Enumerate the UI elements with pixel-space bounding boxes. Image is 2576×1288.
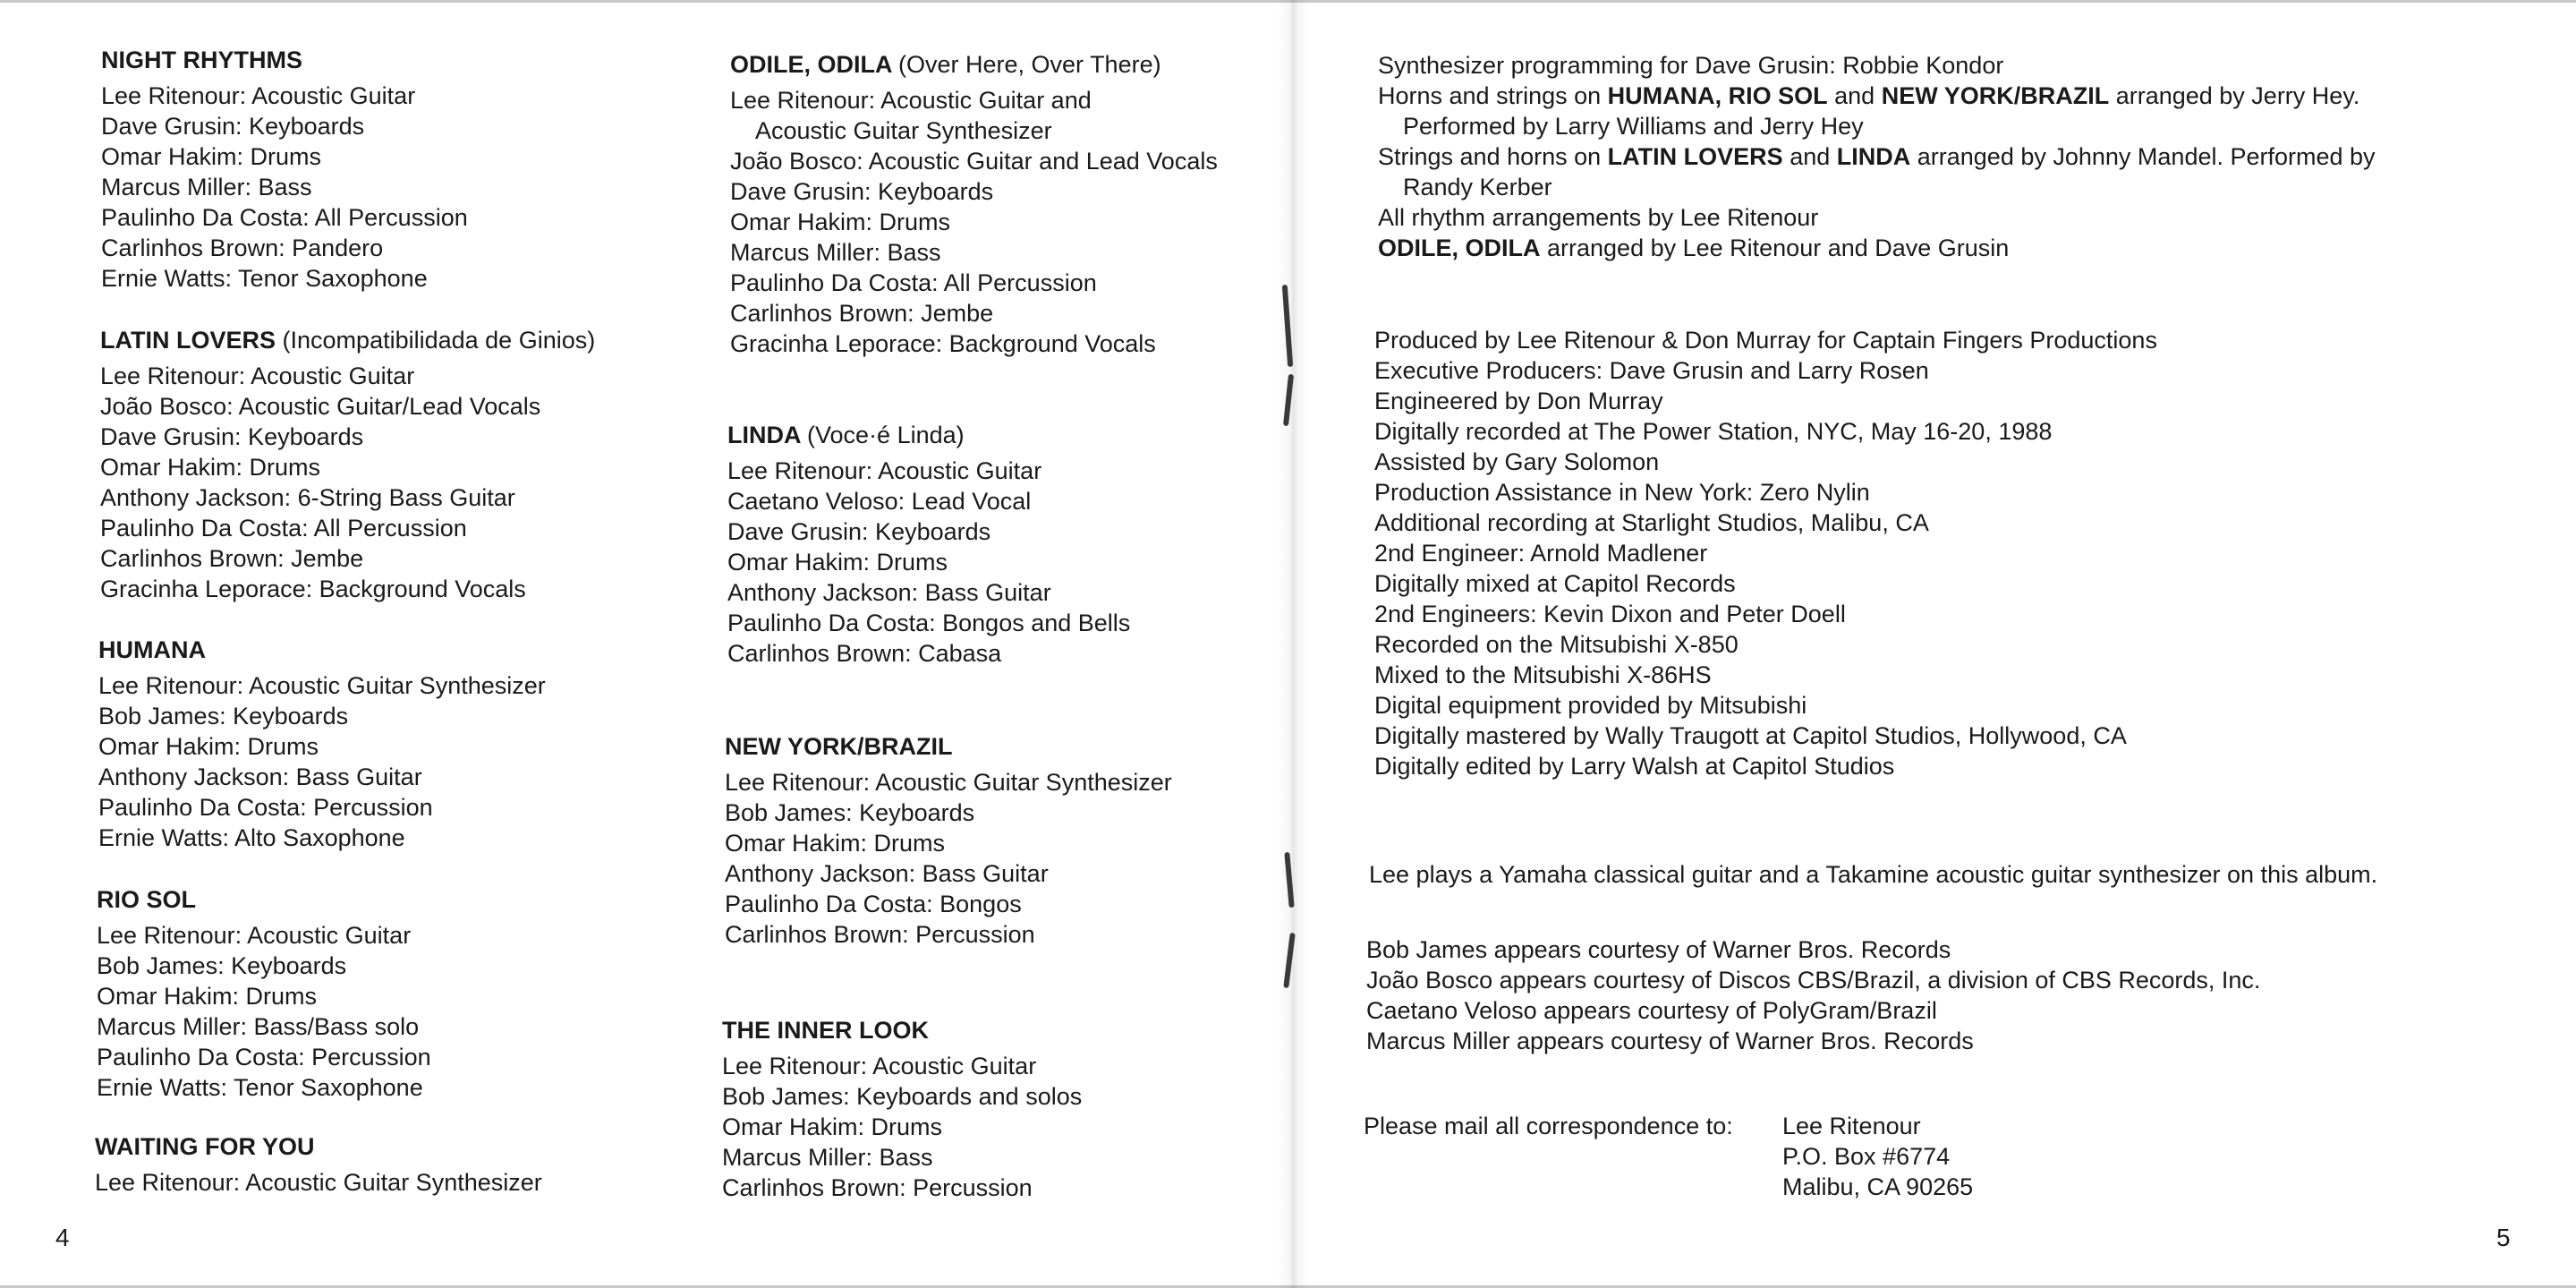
credit-line: 2nd Engineer: Arnold Madlener xyxy=(1374,540,1708,567)
credit-line: Lee Ritenour: Acoustic Guitar Synthesizer xyxy=(725,769,1172,796)
credit-line: Ernie Watts: Alto Saxophone xyxy=(98,824,405,851)
credit-line: Digital equipment provided by Mitsubishi xyxy=(1374,692,1807,719)
song-title: THE INNER LOOK xyxy=(722,1017,930,1044)
credit-line: Digitally mastered by Wally Traugott at Capitol Studios, Hollywood, CA xyxy=(1374,722,2127,749)
arrangement-credits xyxy=(1378,50,2376,263)
credit-line: Synthesizer programming for Dave Grusin: Robbie Kondor xyxy=(1378,52,2004,79)
credit-line: Paulinho Da Costa: Bongos xyxy=(725,891,1022,917)
credit-line: Produced by Lee Ritenour & Don Murray for Captain Fingers Productions xyxy=(1374,327,2157,354)
credit-line: Carlinhos Brown: Jembe xyxy=(100,545,364,572)
credit-line: Anthony Jackson: Bass Guitar xyxy=(727,579,1051,606)
credit-line: Carlinhos Brown: Pandero xyxy=(101,235,384,261)
song-title: HUMANA xyxy=(98,636,206,663)
song-credit-waiting-for-you xyxy=(95,1131,542,1198)
song-credit-latin-lovers xyxy=(100,325,595,604)
credit-line: Caetano Veloso: Lead Vocal xyxy=(727,488,1032,515)
credit-line: Omar Hakim: Drums xyxy=(730,209,951,235)
credit-line: Performed by Larry Williams and Jerry Hey xyxy=(1403,113,1864,140)
credit-line: Marcus Miller: Bass xyxy=(101,174,312,200)
page-number-right: 5 xyxy=(2496,1224,2511,1251)
credit-line: Marcus Miller: Bass xyxy=(722,1144,933,1171)
song-title: NEW YORK/BRAZIL xyxy=(725,733,953,760)
credit-line: Paulinho Da Costa: All Percussion xyxy=(730,269,1097,296)
credit-line: Caetano Veloso appears courtesy of PolyGram/Brazil xyxy=(1366,997,1937,1024)
song-credit-night-rhythms xyxy=(101,45,468,294)
credit-line: Digitally edited by Larry Walsh at Capitol Studios xyxy=(1374,753,1895,780)
credit-line: Lee Ritenour: Acoustic Guitar xyxy=(100,363,415,389)
credit-line: Digitally mixed at Capitol Records xyxy=(1374,570,1736,597)
credit-line: Recorded on the Mitsubishi X-850 xyxy=(1374,631,1739,658)
song-credit-odile-odila xyxy=(730,49,1218,359)
credit-line: Randy Kerber xyxy=(1403,174,1552,200)
credit-line: ODILE, ODILA arranged by Lee Ritenour and Dave Grusin xyxy=(1378,235,2010,261)
credit-line: Lee Ritenour: Acoustic Guitar xyxy=(101,82,416,109)
credit-line: Executive Producers: Dave Grusin and Larry Rosen xyxy=(1374,357,1929,384)
credit-line: Carlinhos Brown: Percussion xyxy=(725,921,1035,948)
credit-line: Bob James appears courtesy of Warner Bros. Records xyxy=(1366,936,1951,963)
credit-line: Bob James: Keyboards xyxy=(725,799,975,826)
credit-line: Dave Grusin: Keyboards xyxy=(101,113,365,140)
song-title: WAITING FOR YOU xyxy=(95,1133,315,1160)
credit-line: Paulinho Da Costa: Percussion xyxy=(98,794,433,821)
song-credit-the-inner-look xyxy=(722,1015,1082,1203)
credit-line: Dave Grusin: Keyboards xyxy=(100,423,364,450)
credit-line: Omar Hakim: Drums xyxy=(100,454,321,481)
credit-line: Lee Ritenour: Acoustic Guitar Synthesizer xyxy=(95,1169,542,1196)
credit-line: Assisted by Gary Solomon xyxy=(1374,448,1660,475)
credit-line: Omar Hakim: Drums xyxy=(101,143,322,170)
credit-line: Omar Hakim: Drums xyxy=(727,549,948,576)
song-credit-new-york-brazil xyxy=(725,731,1172,950)
credit-line: Paulinho Da Costa: Percussion xyxy=(97,1044,431,1070)
credit-line: All rhythm arrangements by Lee Ritenour xyxy=(1378,204,1819,231)
credit-line: Ernie Watts: Tenor Saxophone xyxy=(101,265,428,292)
song-title: NIGHT RHYTHMS xyxy=(101,47,302,73)
credit-line: João Bosco: Acoustic Guitar/Lead Vocals xyxy=(100,393,541,420)
mailing-address xyxy=(1782,1111,1973,1202)
address-line: Malibu, CA 90265 xyxy=(1782,1173,1974,1200)
song-credit-humana xyxy=(98,635,546,853)
credit-line: Omar Hakim: Drums xyxy=(98,733,319,760)
credit-line: Omar Hakim: Drums xyxy=(725,830,946,857)
credit-line: Anthony Jackson: 6-String Bass Guitar xyxy=(100,484,515,511)
credit-line: 2nd Engineers: Kevin Dixon and Peter Doell xyxy=(1374,601,1846,627)
credit-line: Marcus Miller appears courtesy of Warner Bros. Records xyxy=(1366,1028,1974,1054)
credit-line: Anthony Jackson: Bass Guitar xyxy=(725,860,1049,887)
credit-line: Mixed to the Mitsubishi X-86HS xyxy=(1374,661,1712,688)
credit-line: Digitally recorded at The Power Station, NYC, May 16-20, 1988 xyxy=(1374,418,2053,445)
credit-line: Strings and horns on LATIN LOVERS and LINDA arranged by Johnny Mandel. Performed by xyxy=(1378,143,2376,170)
song-title: LINDA (Voce·é Linda) xyxy=(727,422,965,448)
credit-line: Bob James: Keyboards and solos xyxy=(722,1083,1083,1110)
page-number-left: 4 xyxy=(55,1224,70,1251)
credit-line: Dave Grusin: Keyboards xyxy=(730,178,994,205)
credit-line: Gracinha Leporace: Background Vocals xyxy=(730,330,1156,357)
credit-line: Paulinho Da Costa: All Percussion xyxy=(100,515,467,542)
credit-line: Gracinha Leporace: Background Vocals xyxy=(100,576,526,602)
credit-line: João Bosco appears courtesy of Discos CBS/Brazil, a division of CBS Records, Inc. xyxy=(1366,967,2261,994)
credit-line: Additional recording at Starlight Studios, Malibu, CA xyxy=(1374,509,1929,536)
credit-line: Paulinho Da Costa: Bongos and Bells xyxy=(727,610,1131,636)
credit-line: Omar Hakim: Drums xyxy=(722,1113,943,1140)
credit-line: Engineered by Don Murray xyxy=(1374,388,1663,414)
song-credit-rio-sol xyxy=(97,884,431,1103)
credit-line: Omar Hakim: Drums xyxy=(97,983,318,1010)
credit-line: Dave Grusin: Keyboards xyxy=(727,518,991,545)
credit-line: Bob James: Keyboards xyxy=(98,703,349,729)
credit-line: Horns and strings on HUMANA, RIO SOL and NEW YORK/BRAZIL arranged by Jerry Hey. xyxy=(1378,82,2360,109)
credit-line: Carlinhos Brown: Cabasa xyxy=(727,640,1002,667)
address-line: Lee Ritenour xyxy=(1782,1113,1921,1139)
credit-line: Lee Ritenour: Acoustic Guitar xyxy=(727,457,1042,484)
credit-line: Marcus Miller: Bass/Bass solo xyxy=(97,1013,420,1040)
credit-line: Lee Ritenour: Acoustic Guitar xyxy=(722,1053,1037,1079)
guitar-note xyxy=(1369,859,2377,890)
song-title: ODILE, ODILA (Over Here, Over There) xyxy=(730,51,1161,78)
credit-line: Marcus Miller: Bass xyxy=(730,239,941,266)
song-title: RIO SOL xyxy=(97,886,197,913)
credit-line: Bob James: Keyboards xyxy=(97,952,347,979)
production-credits xyxy=(1374,325,2157,781)
credit-line: Acoustic Guitar Synthesizer xyxy=(755,117,1052,144)
credit-line: Ernie Watts: Tenor Saxophone xyxy=(97,1074,423,1101)
mail-label: Please mail all correspondence to: xyxy=(1364,1113,1733,1139)
credit-line: Lee Ritenour: Acoustic Guitar Synthesizer xyxy=(98,672,546,699)
address-line: P.O. Box #6774 xyxy=(1782,1143,1951,1170)
credit-line: Lee Ritenour: Acoustic Guitar xyxy=(97,922,412,949)
credit-line: Lee plays a Yamaha classical guitar and a Takamine acoustic guitar synthesizer on this album. xyxy=(1369,861,2378,888)
booklet-fold xyxy=(1278,0,1308,1288)
credit-line: Paulinho Da Costa: All Percussion xyxy=(101,204,468,231)
credit-line: Anthony Jackson: Bass Guitar xyxy=(98,763,422,790)
credit-line: João Bosco: Acoustic Guitar and Lead Vocals xyxy=(730,148,1218,175)
credit-line: Carlinhos Brown: Percussion xyxy=(722,1174,1033,1201)
credit-line: Production Assistance in New York: Zero Nylin xyxy=(1374,479,1870,506)
credit-line: Carlinhos Brown: Jembe xyxy=(730,300,994,327)
courtesy-credits xyxy=(1366,934,2260,1056)
song-credit-linda xyxy=(727,420,1130,669)
credit-line: Lee Ritenour: Acoustic Guitar and xyxy=(730,87,1092,114)
song-title: LATIN LOVERS (Incompatibilidada de Ginios) xyxy=(100,327,596,354)
